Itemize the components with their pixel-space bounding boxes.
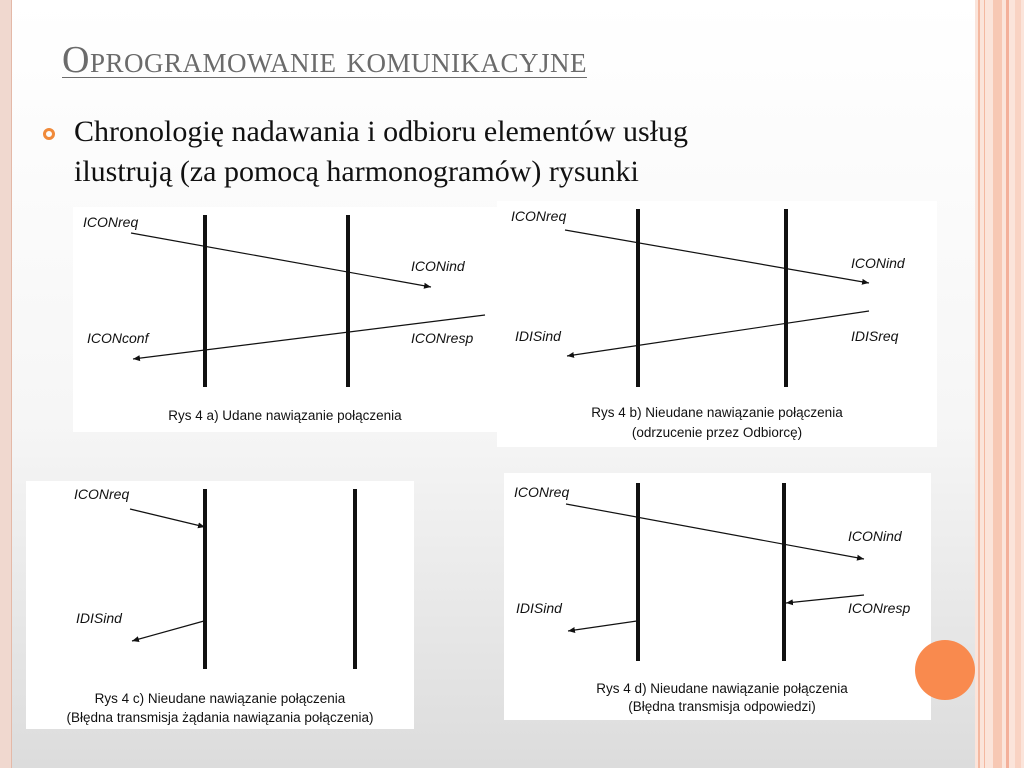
figure-4d: [504, 473, 931, 720]
caption-4b-line1: Rys 4 b) Nieudane nawiązanie połączenia: [591, 405, 843, 420]
label-iconind: ICONind: [848, 528, 902, 544]
right-decorative-stripes: [975, 0, 1024, 768]
label-iconind: ICONind: [851, 255, 905, 271]
bullet-ring-icon: [43, 128, 55, 140]
caption-4d-line2: (Błędna transmisja odpowiedzi): [628, 699, 816, 714]
bullet-line-1: Chronologię nadawania i odbioru elementów usług: [74, 115, 689, 148]
arrow-disconnect: [567, 311, 869, 356]
caption-4d-line1: Rys 4 d) Nieudane nawiązanie połączenia: [596, 681, 848, 696]
label-iconreq: ICONreq: [511, 208, 567, 224]
arrow-request: [566, 504, 864, 559]
label-iconresp: ICONresp: [848, 600, 911, 616]
arrow-request: [131, 233, 431, 287]
arrow-disconnect: [132, 621, 204, 641]
arrow-disconnect: [568, 621, 637, 631]
arrow-request: [565, 230, 869, 283]
label-idisind: IDISind: [515, 328, 561, 344]
arrow-request: [130, 509, 205, 527]
label-iconreq: ICONreq: [74, 486, 130, 502]
bullet-text: [74, 112, 954, 192]
label-iconreq: ICONreq: [514, 484, 570, 500]
slide-title: Oprogramowanie komunikacyjne: [62, 39, 587, 81]
label-iconind: ICONind: [411, 258, 465, 274]
label-iconresp: ICONresp: [411, 330, 474, 346]
label-iconconf: ICONconf: [87, 330, 149, 346]
caption-4c-line1: Rys 4 c) Nieudane nawiązanie połączenia: [94, 691, 346, 706]
label-idisind: IDISind: [516, 600, 562, 616]
label-idisind: IDISind: [76, 610, 122, 626]
label-idisreq: IDISreq: [851, 328, 899, 344]
bullet-line-2: ilustrują (za pomocą harmonogramów) rysunki: [74, 155, 639, 188]
left-edge-line: [11, 0, 12, 768]
caption-4a-line1: Rys 4 a) Udane nawiązanie połączenia: [168, 408, 402, 423]
figure-4b: [497, 201, 937, 447]
decorative-circle: [915, 640, 975, 700]
caption-4b-line2: (odrzucenie przez Odbiorcę): [631, 425, 803, 440]
caption-4c-line2: (Błędna transmisja żądania nawiązania połączenia): [66, 710, 374, 725]
label-iconreq: ICONreq: [83, 214, 139, 230]
figure-4c: [26, 481, 414, 729]
figure-4a: [73, 207, 498, 432]
